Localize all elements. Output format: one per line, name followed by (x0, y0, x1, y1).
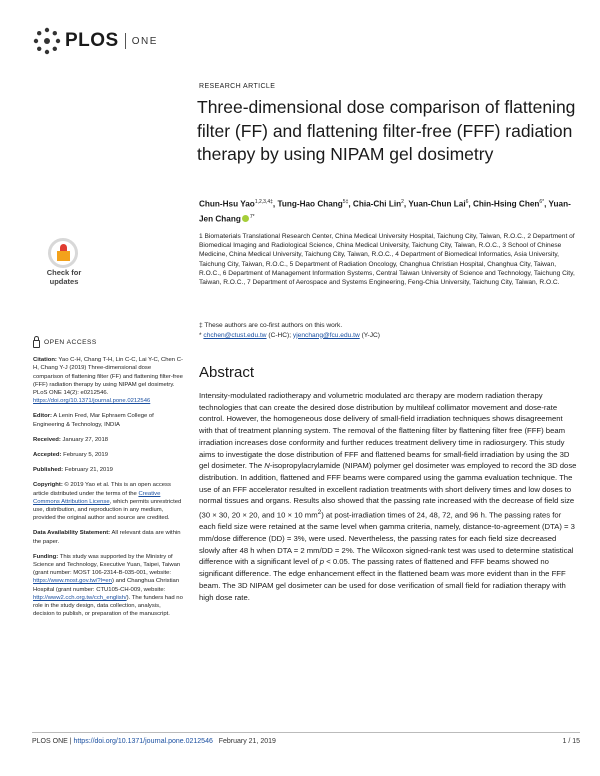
data-text: All relevant data are within the paper. (33, 530, 181, 545)
received-label: Received: (33, 436, 61, 443)
cofirst-note: ‡ These authors are co-first authors on this work. (199, 322, 343, 329)
funding-text: ) and Changhua Christian Hospital (grant number: CTU105-CH-009, website: (33, 578, 180, 593)
logo-divider (125, 33, 126, 49)
correspondence: * chchen@ctust.edu.tw (C-HC); yjenchang@fcu.edu.tw (Y-JC) (199, 331, 381, 339)
check-updates-line1: Check for (46, 268, 82, 277)
article-info-sidebar (33, 339, 183, 625)
funding-text: This study was supported by the Ministry of Science and Technology, Executive Yuan, Taipei, Taiwan (grant number: MOST 106-2314-B-035-001, website: (33, 553, 181, 577)
published-date (33, 466, 183, 474)
data-label: Data Availability Statement: (33, 530, 111, 537)
citation-doi-link[interactable]: https://doi.org/10.1371/journal.pone.0212546 (33, 398, 151, 405)
editor-text: A Lenin Fred, Mar Ephraem College of Engineering & Technology, INDIA (33, 413, 154, 428)
license-link[interactable]: Creative Commons Attribution License (33, 490, 161, 505)
abstract-text: < 0.05. The passing rates of flattened and FFF beams showed no significant difference. The edge enhancement effect in the flattened beam was more evident than in the FFF beam. The 3D NIPAM gel dosimeter can be used for dose verification of small field for radiation therapy with high dose rate. (199, 557, 566, 602)
data-availability (33, 529, 183, 545)
author-affil: 2 (401, 199, 404, 205)
open-lock-icon (33, 340, 40, 348)
funding-label: Funding: (33, 553, 59, 560)
editor-label: Editor: (33, 413, 52, 420)
accepted-label: Accepted: (33, 452, 62, 459)
page-number: 1 / 15 (562, 738, 580, 745)
footer-doi-link[interactable]: https://doi.org/10.1371/journal.pone.0212546 (73, 738, 213, 745)
abstract-italic: p (319, 557, 325, 567)
check-updates-line2: updates (49, 277, 79, 286)
footer-sep: | (67, 738, 74, 745)
copyright-text: , which permits unrestricted use, distribution, and reproduction in any medium, provided the original author and source are credited. (33, 498, 182, 522)
author-list: Chun-Hsu Yao$^{1,2,3,4\ddagger}$, Tung-Hao Chang$^{5\ddagger}$, Chia-Chi Lin$^2$, Yuan-Chun Lai$^6$, Chin-Hsing Chen$^{6*}$, Yuan-Jen Chang $^{7*}$ (199, 199, 571, 224)
editor (33, 412, 183, 428)
page-footer (32, 738, 580, 745)
author-name[interactable]: Chun-Hsu Yao (199, 199, 255, 209)
funding-text: ). The funders had no role in the study design, data collection, analysis, decision to publish, or preparation of the manuscript. (33, 594, 183, 618)
funding-link[interactable]: https://www.most.gov.tw/?l=en (33, 578, 112, 585)
citation (33, 356, 183, 405)
published-label: Published: (33, 467, 64, 474)
author-affil: 6* (539, 199, 545, 205)
footer-journal: PLOS ONE (32, 738, 68, 745)
copyright (33, 481, 183, 522)
abstract-text: Intensity-modulated radiotherapy and volumetric modulated arc therapy are modern radiation therapy technologies that can create the desired dose distribution by multileaf collimator movement and dose-rate control. However, the homogeneous dose delivery of small-field irradiation techniques shows disagreement with that of treatment planning system. The removal of the flattening filter by flattening filter free (FFF) beam irradiation increases dose conformity and further reduces treatment delivery time in radiosurgery. This study aims to investigate the dose distribution of FFF and flattened beams for small-field irradiation by using the 3D gel dosimeter. The (199, 391, 570, 471)
orcid-icon[interactable] (242, 215, 249, 222)
author-name[interactable]: Yuan-Chun Lai (408, 199, 466, 209)
check-for-updates-badge[interactable] (38, 238, 90, 290)
check-updates-text (38, 268, 90, 286)
abstract-text: ) at post-irradiation times of 24, 48, 72, and 96 h. The passing rates for each field size were retained at the same level when gamma criteria, namely, distance-to-agreement (DTA) = 3 mm/dose difference (DD) = 3%, were used. Nevertheless, the passing rates for each field size decreased slowly after 48 h when DTA = 2 mm/DD = 2%. The Wilcoxon signed-rank test was used to determine statistical difference with a significant level of (199, 510, 575, 567)
plos-logo[interactable] (32, 26, 158, 56)
affiliations: 1 Biomaterials Translational Research Center, China Medical University Hospital, Taichung City, Taiwan, R.O.C., 2 Department of Biomedical Imaging and Radiological Science, China Medical University, Taichung City, Taiwan, R.O.C., 3 School of Chinese Medicine, China Medical University, Taichung City, Taiwan, R.O.C., 4 Department of Biomedical Informatics, Asia University, Taichung City, Taiwan, R.O.C., 5 Department of Radiation Oncology, Changhua Christian Hospital, Changhua City, Taiwan, R.O.C., 6 Department of Management Information Systems, Central Taiwan University of Science and Technology, Taichung City, Taiwan, R.O.C., 7 Department of Aerospace and Systems Engineering, Feng-Chia University, Taichung City, Taiwan, R.O.C. (199, 233, 575, 287)
email-link[interactable]: yjenchang@fcu.edu.tw (292, 331, 360, 339)
abstract-sup: 2 (317, 509, 322, 517)
author-affil: 7* (249, 213, 255, 220)
article-title: Three-dimensional dose comparison of flattening filter (FF) and flattening filter-free (FFF) radiation therapy by using NIPAM gel dosimetry (197, 97, 576, 164)
footer-date: February 21, 2019 (218, 738, 276, 745)
author-name[interactable]: Tung-Hao Chang (277, 199, 343, 209)
accepted-date (33, 451, 183, 459)
funding (33, 553, 183, 619)
email-owner: (C-HC); (266, 331, 293, 339)
plos-dots-icon (32, 26, 62, 56)
author-affil: 5‡ (342, 199, 349, 205)
author-name[interactable]: Yuan-Jen Chang (199, 199, 571, 224)
open-access-badge (33, 339, 183, 347)
author-name[interactable]: Chia-Chi Lin (352, 199, 402, 209)
funding-link[interactable]: http://www2.cch.org.tw/cch_english/ (33, 594, 127, 601)
accepted-text: February 5, 2019 (61, 452, 108, 459)
abstract-heading: Abstract (199, 364, 255, 381)
abstract-body (199, 390, 577, 603)
abstract-italic: N (264, 461, 270, 471)
author-name[interactable]: Chin-Hsing Chen (472, 199, 540, 209)
received-text: January 27, 2018 (60, 436, 109, 443)
published-text: February 21, 2019 (63, 467, 113, 474)
copyright-text: © 2019 Yao et al. This is an open access article distributed under the terms of the (33, 482, 171, 497)
email-link[interactable]: chchen@ctust.edu.tw (203, 331, 267, 339)
author-affil: 1,2,3,4‡ (254, 199, 273, 205)
email-owner: (Y-JC) (359, 331, 381, 339)
crossmark-icon (48, 238, 78, 268)
received-date (33, 436, 183, 444)
citation-label: Citation: (33, 357, 57, 364)
article-type: RESEARCH ARTICLE (199, 83, 276, 90)
author-notes (199, 321, 577, 340)
citation-text: Yao C-H, Chang T-H, Lin C-C, Lai Y-C, Chen C-H, Chang Y-J (2019) Three-dimensional dose comparison of flattening filter (FF) and flattening filter-free (FFF) radiation therapy by using NIPAM gel dosimetry. PLoS ONE 14(2): e0212546. (33, 357, 183, 397)
abstract-text: -isopropylacrylamide (NIPAM) polymer gel dosimeter was employed to record the 3D dose distribution. In addition, flattened and FFF beams were compared using the gamma evaluation technique. The use of an FFF accelerator resulted in excellent radiation treatments with short delivery times and low doses to normal tissues and organs. Results also showed that the passing rate increased with the decrease of field size (30 × 30, 20 × 20, and 10 × 10 mm (199, 461, 577, 520)
footer-rule (32, 732, 580, 733)
journal-name: ONE (131, 35, 158, 47)
copyright-label: Copyright: (33, 482, 63, 489)
plos-brand: PLOS (65, 30, 119, 51)
open-access-label: OPEN ACCESS (44, 339, 97, 346)
author-affil: 6 (465, 199, 469, 205)
